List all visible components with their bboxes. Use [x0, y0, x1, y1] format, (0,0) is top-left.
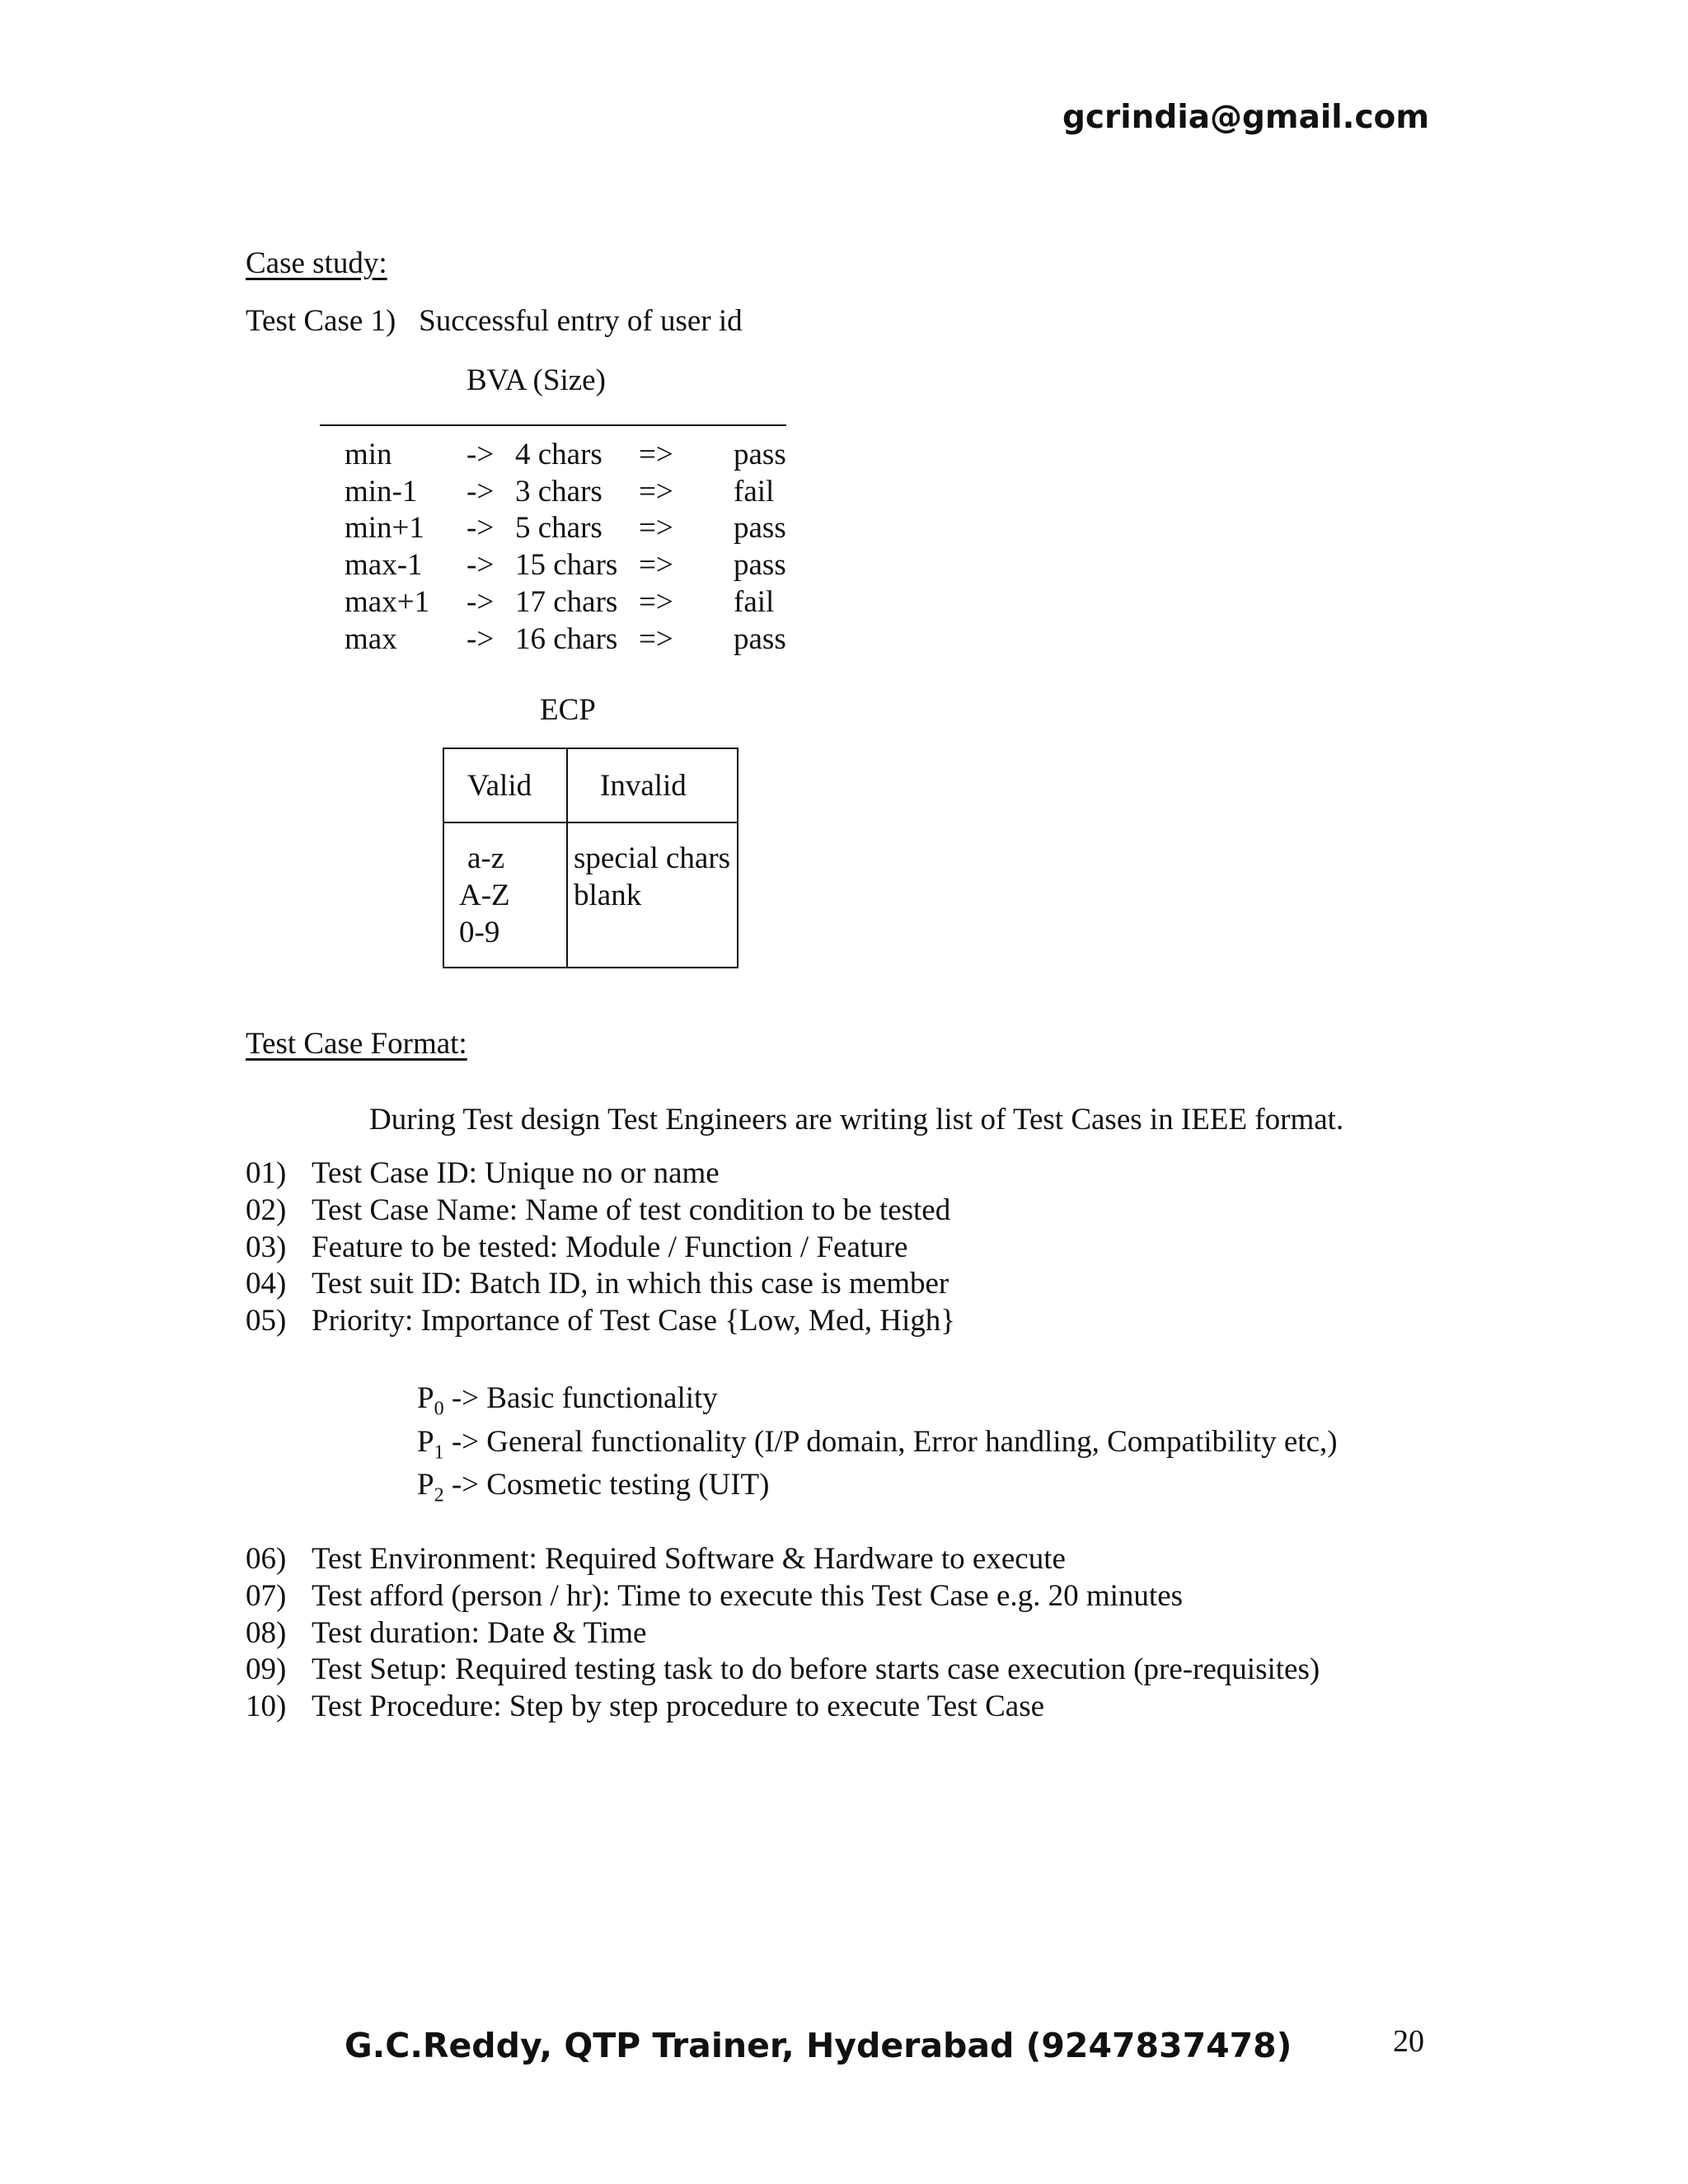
priority-level: 1: [434, 1441, 444, 1463]
ecp-table: [443, 748, 738, 968]
priority-level: 2: [434, 1484, 444, 1507]
format-item-text: Test Procedure: Step by step procedure to execute Test Case: [312, 1690, 1045, 1724]
format-item-text: Priority: Importance of Test Case {Low, Med, High}: [312, 1304, 956, 1338]
bva-arrow: ->: [467, 548, 495, 583]
bva-length-value: 16 chars: [515, 621, 618, 656]
bva-arrow: ->: [467, 511, 495, 546]
ecp-column-divider: [566, 749, 568, 967]
test-case-title: Test Case 1) Successful entry of user id: [246, 304, 743, 338]
priority-letter: P: [417, 1424, 434, 1459]
format-item-number: 08): [246, 1615, 287, 1650]
bva-divider: [320, 424, 786, 426]
priority-row: [417, 1380, 718, 1420]
bva-boundary-label: max: [345, 621, 397, 656]
footer-author: G.C.Reddy, QTP Trainer, Hyderabad (9247837478): [345, 2026, 1292, 2065]
bva-implies: =>: [639, 584, 673, 619]
priority-letter: P: [417, 1468, 434, 1502]
bva-result: fail: [734, 584, 775, 619]
bva-result: pass: [734, 438, 786, 471]
format-item-number: 09): [246, 1652, 287, 1687]
bva-arrow: ->: [467, 621, 495, 656]
bva-result: fail: [734, 474, 775, 509]
format-item-text: Test Environment: Required Software & Hardware to execute: [312, 1542, 1066, 1576]
format-item-text: Test Case ID: Unique no or name: [312, 1156, 720, 1190]
format-item-text: Test Case Name: Name of test condition to be tested: [312, 1193, 951, 1227]
bva-boundary-label: min: [345, 438, 392, 471]
bva-implies: =>: [639, 621, 673, 656]
bva-implies: =>: [639, 438, 673, 471]
header-email: gcrindia@gmail.com: [1062, 99, 1429, 136]
format-item-text: Test suit ID: Batch ID, in which this case is member: [312, 1267, 950, 1301]
ecp-valid-item: a-z: [467, 841, 505, 875]
format-heading: Test Case Format:: [246, 1027, 467, 1061]
bva-length-value: 15 chars: [515, 548, 618, 583]
format-intro: During Test design Test Engineers are writing list of Test Cases in IEEE format.: [369, 1103, 1344, 1137]
priority-letter: P: [417, 1381, 434, 1415]
format-item-text: Test afford (person / hr): Time to execute this Test Case e.g. 20 minutes: [312, 1578, 1184, 1613]
bva-implies: =>: [639, 548, 673, 583]
bva-boundary-label: min+1: [345, 511, 424, 546]
ecp-valid-item: 0-9: [459, 916, 500, 949]
case-study-heading: Case study:: [246, 246, 387, 280]
page-number: 20: [1393, 2024, 1424, 2059]
format-item-number: 06): [246, 1542, 287, 1576]
priority-description: -> Cosmetic testing (UIT): [443, 1468, 770, 1502]
bva-boundary-label: min-1: [345, 474, 418, 509]
format-item-number: 04): [246, 1267, 287, 1301]
ecp-header-divider: [444, 822, 737, 823]
format-item-number: 02): [246, 1193, 287, 1227]
ecp-header-valid: Valid: [467, 769, 532, 803]
format-item-number: 01): [246, 1156, 287, 1190]
bva-arrow: ->: [467, 584, 495, 619]
priority-level: 0: [434, 1398, 444, 1420]
bva-implies: =>: [639, 474, 673, 509]
priority-description: -> Basic functionality: [443, 1381, 718, 1415]
format-item-number: 10): [246, 1690, 287, 1724]
ecp-title: ECP: [540, 693, 596, 727]
bva-implies: =>: [639, 511, 673, 546]
bva-length-value: 5 chars: [515, 511, 603, 546]
format-item-text: Feature to be tested: Module / Function / Feature: [312, 1230, 908, 1264]
ecp-header-invalid: Invalid: [600, 769, 687, 803]
bva-boundary-label: max+1: [345, 584, 430, 619]
bva-result: pass: [734, 621, 786, 656]
bva-result: pass: [734, 511, 786, 546]
format-item-text: Test Setup: Required testing task to do before starts case execution (pre-requisites): [312, 1652, 1320, 1687]
bva-result: pass: [734, 548, 786, 583]
priority-row: [417, 1424, 1338, 1464]
bva-arrow: ->: [467, 474, 495, 509]
format-item-number: 07): [246, 1578, 287, 1613]
bva-length-value: 3 chars: [515, 474, 603, 509]
ecp-valid-item: A-Z: [459, 879, 510, 912]
bva-arrow: ->: [467, 438, 495, 471]
ecp-invalid-item: special chars: [574, 841, 731, 875]
ecp-invalid-item: blank: [574, 879, 642, 912]
bva-title: BVA (Size): [467, 363, 606, 397]
bva-boundary-label: max-1: [345, 548, 423, 583]
bva-length-value: 17 chars: [515, 584, 618, 619]
format-item-number: 05): [246, 1304, 287, 1338]
format-item-number: 03): [246, 1230, 287, 1264]
priority-description: -> General functionality (I/P domain, Error handling, Compatibility etc,): [443, 1424, 1338, 1459]
format-item-text: Test duration: Date & Time: [312, 1615, 647, 1650]
priority-row: [417, 1467, 769, 1507]
bva-length-value: 4 chars: [515, 438, 603, 471]
